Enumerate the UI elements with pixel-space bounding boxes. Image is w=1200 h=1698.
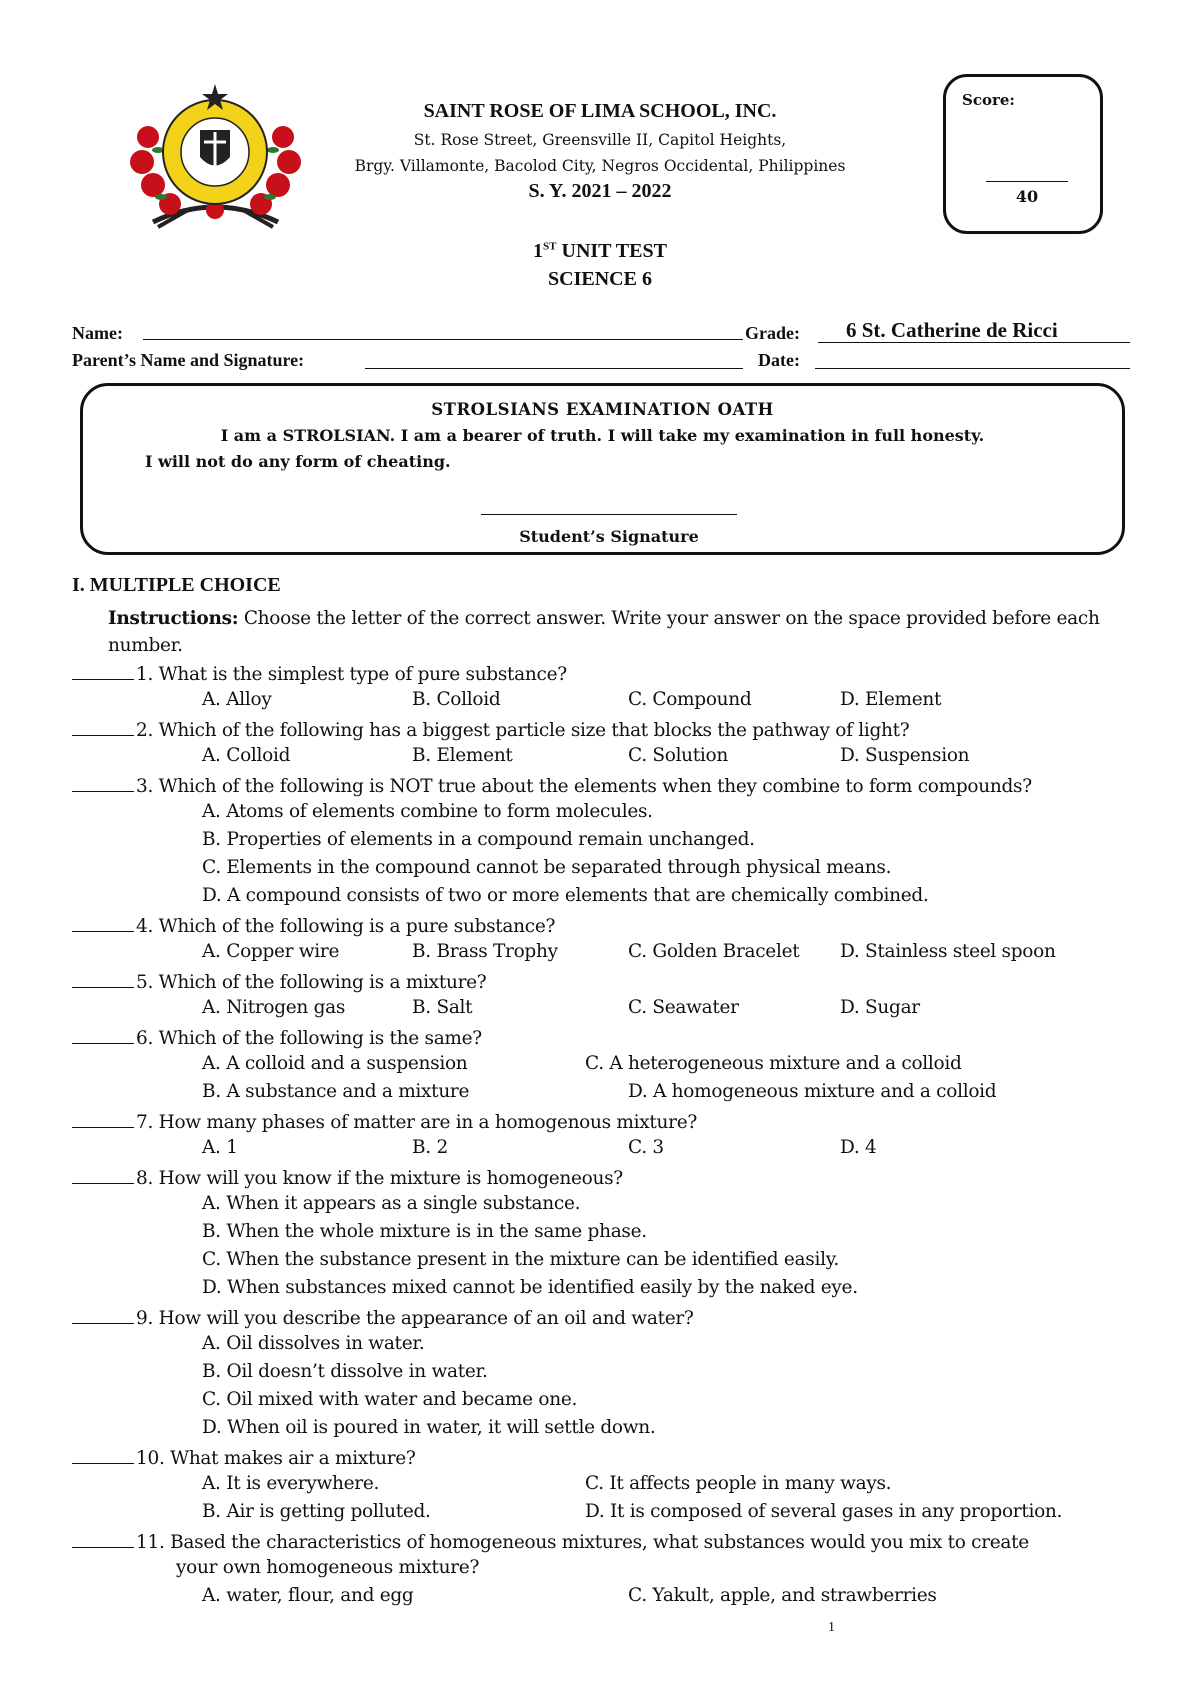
answer-blank[interactable] [72, 1165, 134, 1184]
option: C. Golden Bracelet [628, 941, 800, 962]
question-10: 10. What makes air a mixture? [72, 1445, 416, 1470]
option: B. Properties of elements in a compound remain unchanged. [202, 829, 755, 850]
option: C. Seawater [628, 997, 739, 1018]
school-name: SAINT ROSE OF LIMA SCHOOL, INC. [423, 100, 777, 122]
option: C. It affects people in many ways. [585, 1473, 892, 1494]
option: C. 3 [628, 1137, 664, 1158]
oath-line-1: I am a STROLSIAN. I am a bearer of truth. I will take my examination in full honesty. [220, 426, 985, 445]
option: A. Alloy [202, 689, 272, 710]
answer-blank[interactable] [72, 1529, 134, 1548]
instructions-label: Instructions: [108, 608, 239, 629]
subject-title: SCIENCE 6 [548, 268, 652, 290]
oath-line-2: I will not do any form of cheating. [145, 452, 451, 471]
answer-blank[interactable] [72, 969, 134, 988]
option: B. Oil doesn’t dissolve in water. [202, 1361, 488, 1382]
option: C. Yakult, apple, and strawberries [628, 1585, 937, 1606]
question-7: 7. How many phases of matter are in a homogenous mixture? [72, 1109, 697, 1134]
option: A. Atoms of elements combine to form molecules. [202, 801, 653, 822]
answer-blank[interactable] [72, 1025, 134, 1044]
option: B. Brass Trophy [412, 941, 558, 962]
school-address-line1: St. Rose Street, Greensville II, Capitol Heights, [413, 131, 787, 149]
option: D. Stainless steel spoon [840, 941, 1056, 962]
question-11-continued: your own homogeneous mixture? [176, 1557, 480, 1578]
signature-label: Student’s Signature [519, 527, 699, 546]
examination-oath-box [80, 383, 1125, 555]
section-title: I. MULTIPLE CHOICE [72, 574, 281, 596]
question-6: 6. Which of the following is the same? [72, 1025, 482, 1050]
question-3: 3. Which of the following is NOT true about the elements when they combine to form compounds? [72, 773, 1032, 798]
name-label: Name: [72, 323, 123, 343]
option: C. A heterogeneous mixture and a colloid [585, 1053, 962, 1074]
instructions [108, 605, 1128, 659]
option: D. 4 [840, 1137, 877, 1158]
option: A. water, flour, and egg [202, 1585, 414, 1606]
answer-blank[interactable] [72, 717, 134, 736]
option: B. 2 [412, 1137, 448, 1158]
instructions-text: Choose the letter of the correct answer. Write your answer on the space provided before each number. [108, 608, 1100, 656]
school-seal-icon [128, 82, 303, 232]
answer-blank[interactable] [72, 913, 134, 932]
option: B. Salt [412, 997, 473, 1018]
option: B. When the whole mixture is in the same phase. [202, 1221, 647, 1242]
grade-label: Grade: [745, 323, 800, 343]
date-field[interactable] [815, 348, 1130, 369]
option: D. Sugar [840, 997, 920, 1018]
option: C. Solution [628, 745, 729, 766]
option: A. It is everywhere. [202, 1473, 380, 1494]
parent-signature-field[interactable] [365, 348, 743, 369]
option: B. Air is getting polluted. [202, 1501, 431, 1522]
option: D. When oil is poured in water, it will settle down. [202, 1417, 656, 1438]
name-field[interactable] [143, 318, 743, 340]
option: A. 1 [202, 1137, 238, 1158]
answer-blank[interactable] [72, 1305, 134, 1324]
question-4: 4. Which of the following is a pure substance? [72, 913, 555, 938]
option: A. A colloid and a suspension [202, 1053, 468, 1074]
answer-blank[interactable] [72, 1109, 134, 1128]
signature-line[interactable] [481, 514, 737, 515]
option: A. Copper wire [202, 941, 340, 962]
parent-label: Parent’s Name and Signature: [72, 350, 305, 370]
option: C. Elements in the compound cannot be separated through physical means. [202, 857, 892, 878]
question-8: 8. How will you know if the mixture is homogeneous? [72, 1165, 623, 1190]
option: D. It is composed of several gases in any proportion. [585, 1501, 1063, 1522]
option: B. Colloid [412, 689, 501, 710]
school-logo [128, 82, 303, 232]
question-1: 1. What is the simplest type of pure substance? [72, 661, 567, 686]
answer-blank[interactable] [72, 661, 134, 680]
date-label: Date: [758, 350, 800, 370]
option: D. Suspension [840, 745, 970, 766]
option: D. A homogeneous mixture and a colloid [628, 1081, 997, 1102]
question-11: 11. Based the characteristics of homogeneous mixtures, what substances would you mix to create [72, 1529, 1029, 1554]
option: D. A compound consists of two or more elements that are chemically combined. [202, 885, 929, 906]
score-blank-line [986, 181, 1068, 182]
option: D. When substances mixed cannot be identified easily by the naked eye. [202, 1277, 858, 1298]
option: C. Compound [628, 689, 752, 710]
score-label: Score: [962, 91, 1015, 109]
score-box [943, 74, 1103, 234]
option: D. Element [840, 689, 942, 710]
oath-title: STROLSIANS EXAMINATION OATH [431, 400, 774, 419]
page-number: 1 [828, 1620, 835, 1635]
option: B. Element [412, 745, 513, 766]
school-address-line2: Brgy. Villamonte, Bacolod City, Negros Occidental, Philippines [354, 157, 846, 175]
option: A. Nitrogen gas [202, 997, 346, 1018]
option: B. A substance and a mixture [202, 1081, 470, 1102]
score-total: 40 [1015, 187, 1039, 206]
test-title: 1ST UNIT TEST [533, 240, 667, 262]
option: A. When it appears as a single substance. [202, 1193, 581, 1214]
grade-value: 6 St. Catherine de Ricci [846, 318, 1058, 342]
answer-blank[interactable] [72, 773, 134, 792]
answer-blank[interactable] [72, 1445, 134, 1464]
option: A. Colloid [202, 745, 291, 766]
option: C. When the substance present in the mixture can be identified easily. [202, 1249, 839, 1270]
option: C. Oil mixed with water and became one. [202, 1389, 578, 1410]
question-2: 2. Which of the following has a biggest particle size that blocks the pathway of light? [72, 717, 909, 742]
question-5: 5. Which of the following is a mixture? [72, 969, 486, 994]
option: A. Oil dissolves in water. [202, 1333, 425, 1354]
question-9: 9. How will you describe the appearance of an oil and water? [72, 1305, 694, 1330]
school-year: S. Y. 2021 – 2022 [528, 180, 672, 202]
